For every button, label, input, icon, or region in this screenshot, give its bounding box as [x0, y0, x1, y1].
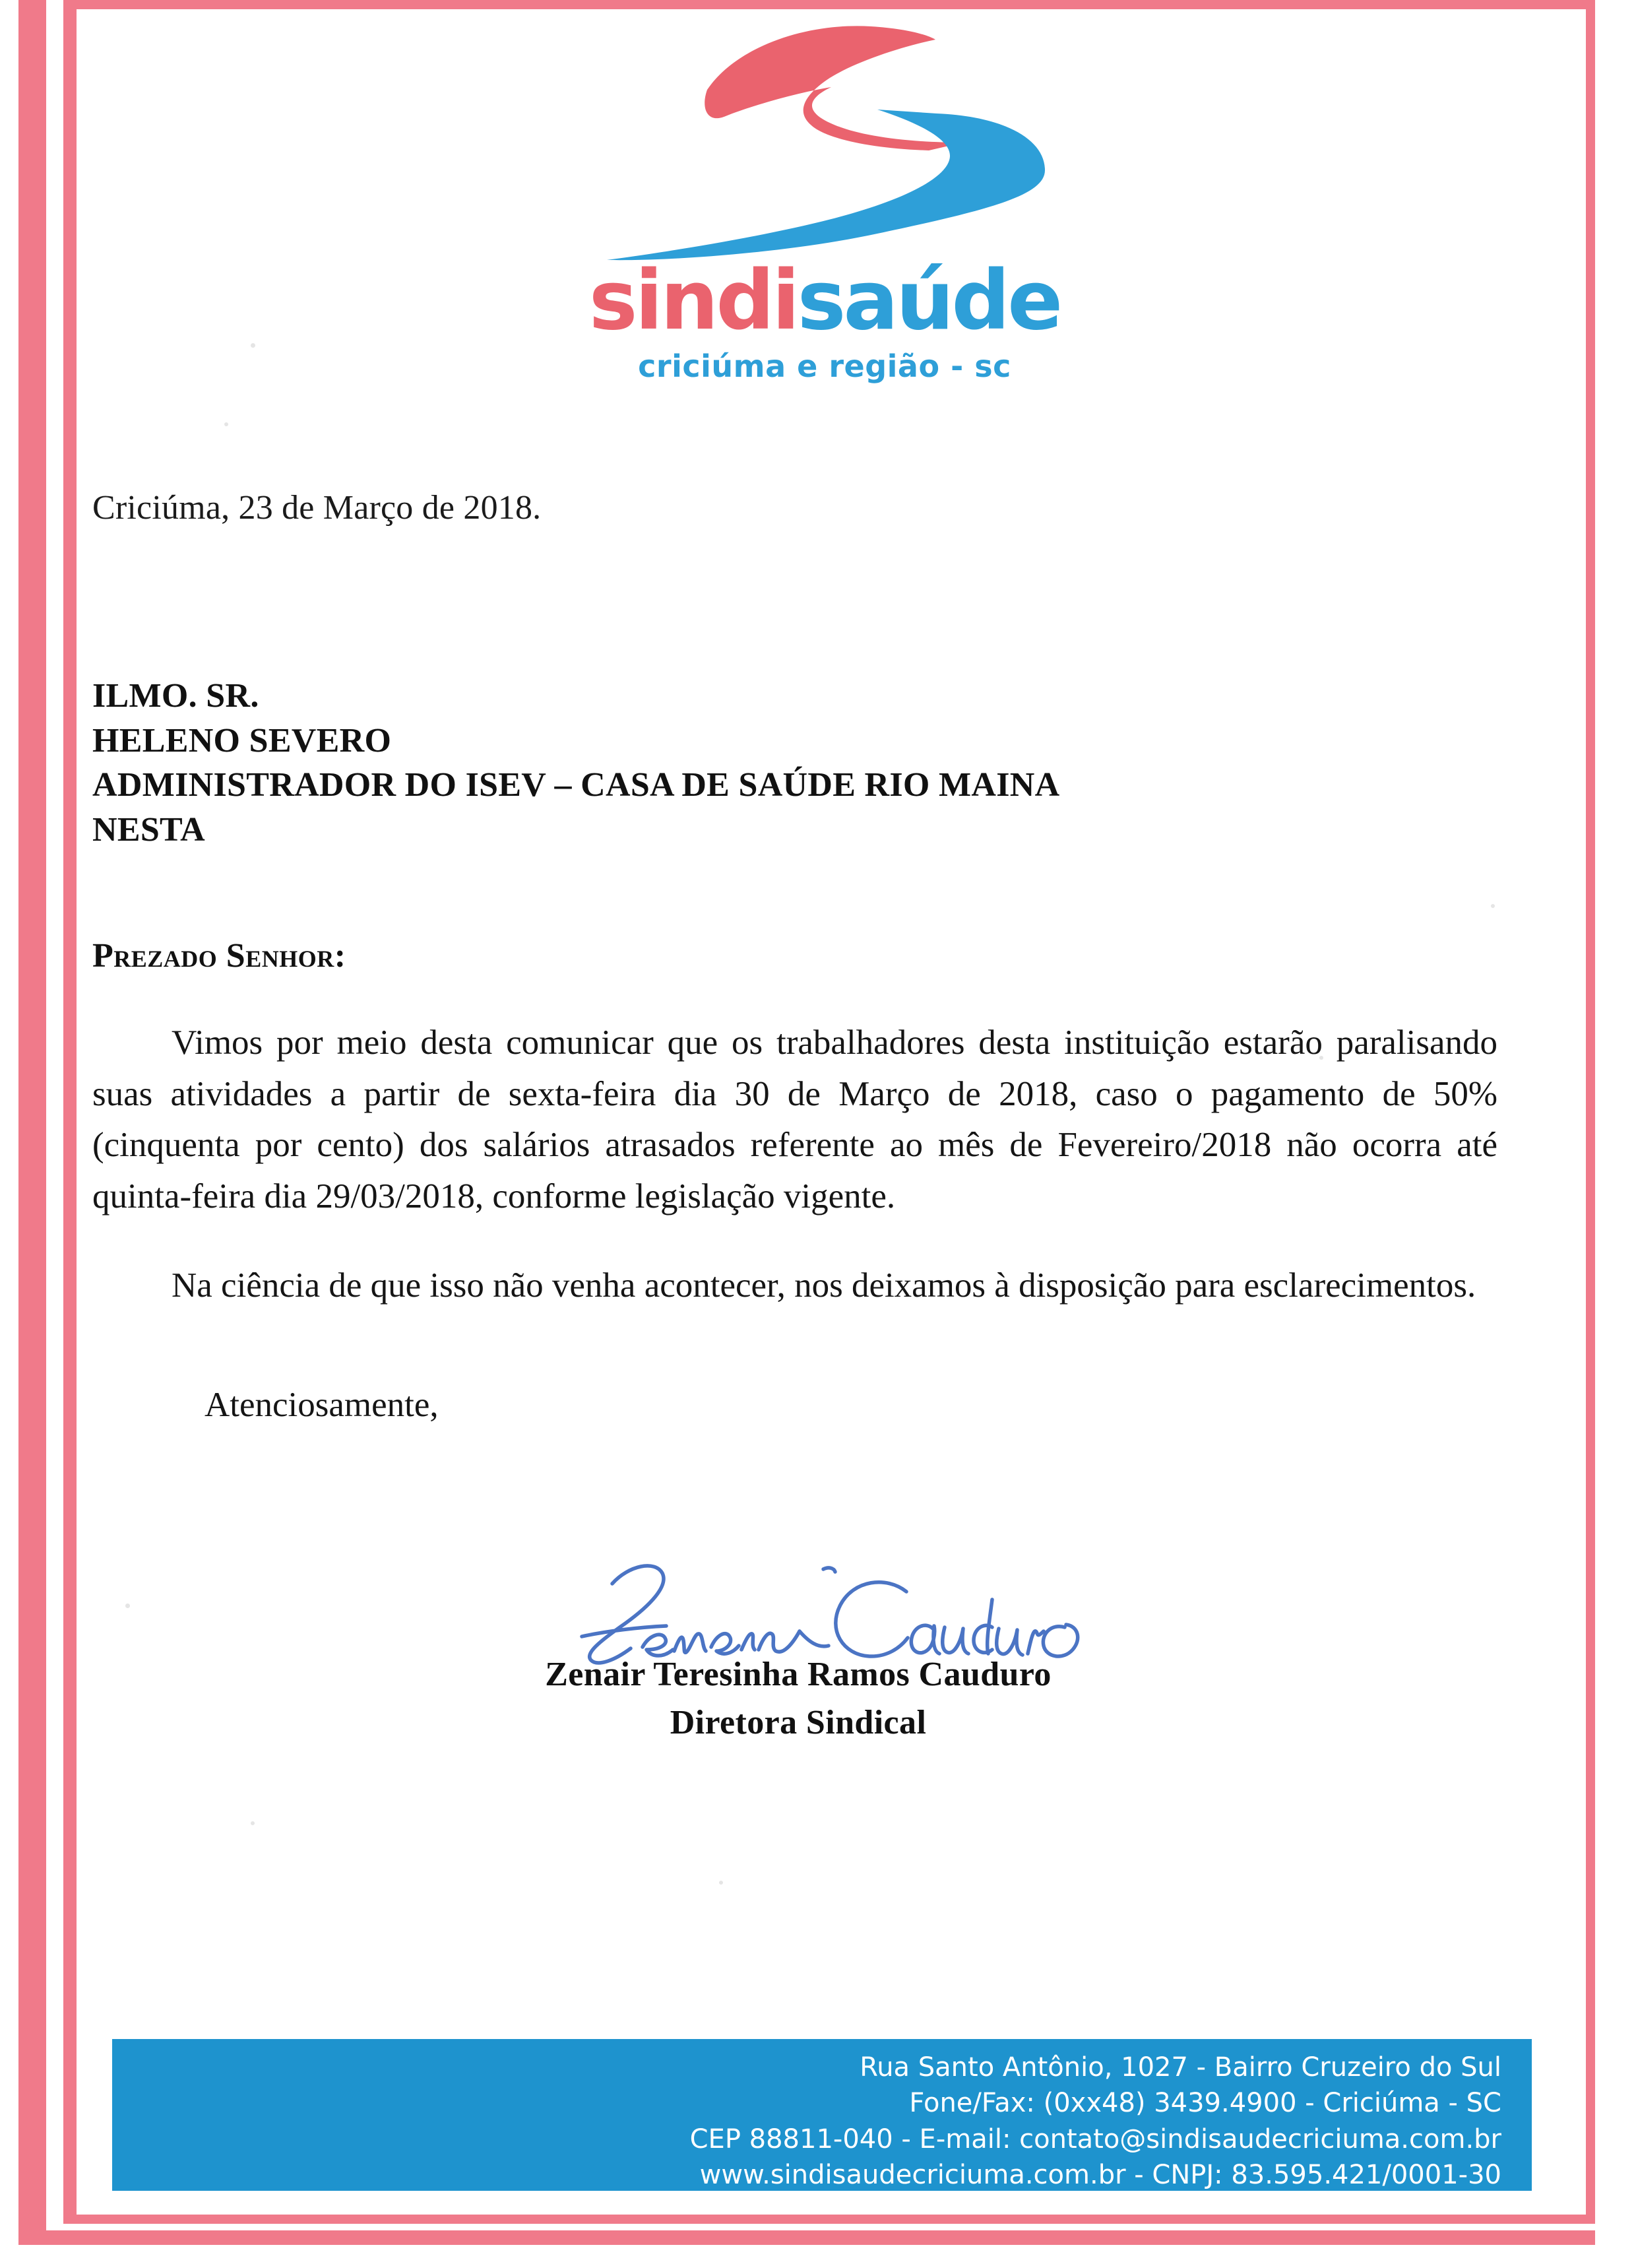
addressee-line-place: NESTA — [92, 810, 206, 849]
footer-phone: Fone/Fax: (0xx48) 3439.4900 - Criciúma - SC — [909, 2088, 1501, 2119]
letterhead-logo — [488, 13, 1161, 384]
paragraph-1: Vimos por meio desta comunicar que os trabalhadores desta instituição estarão paralisando suas atividades a partir de sexta-feira dia 30 de Março de 2018, caso o pagamento de 50% (cinquenta por cento) dos salários atrasados referente ao mês de Fevereiro/2018 não ocorra até quinta-feira dia 29/03/2018, conforme legislação vigente. — [92, 1023, 1497, 1215]
logo-wordmark-sindi: sindi — [588, 253, 798, 348]
logo-tagline: criciúma e região - sc — [638, 348, 1011, 384]
letter-body — [92, 488, 1504, 1425]
frame-bar-left-thin — [63, 0, 77, 2224]
frame-bar-right — [1586, 0, 1595, 2224]
frame-bar-top — [63, 0, 1594, 9]
signature-name: Zenair Teresinha Ramos Cauduro — [545, 1656, 1052, 1693]
footer-website-cnpj: www.sindisaudecriciuma.com.br - CNPJ: 83.595.421/0001-30 — [699, 2160, 1501, 2191]
paragraph-2: Na ciência de que isso não venha acontecer, nos deixamos à disposição para esclarecimentos. — [172, 1266, 1476, 1305]
frame-bar-left-thick — [18, 0, 46, 2237]
scan-speckle — [251, 1821, 255, 1825]
signature-block — [92, 1584, 1504, 1742]
addressee-line-name: HELENO SEVERO — [92, 721, 392, 760]
logo-wordmark-saude: saúde — [797, 253, 1061, 348]
logo-wordmark — [488, 253, 1161, 348]
footer-email: CEP 88811-040 - E-mail: contato@sindisaudecriciuma.com.br — [689, 2123, 1501, 2155]
scan-speckle — [251, 343, 255, 348]
addressee-block — [92, 674, 1504, 852]
closing-salutation: Atenciosamente, — [204, 1386, 439, 1425]
frame-bar-bottom-thick — [18, 2230, 1595, 2245]
date-line: Criciúma, 23 de Março de 2018. — [92, 489, 542, 527]
scan-speckle — [224, 422, 228, 426]
contact-footer — [112, 2039, 1532, 2191]
sindisaude-swoosh-icon — [594, 13, 1055, 264]
addressee-line-role: ADMINISTRADOR DO ISEV – CASA DE SAÚDE RIO MAINA — [92, 766, 1060, 804]
addressee-line-title: ILMO. SR. — [92, 677, 259, 715]
frame-bar-bottom — [63, 2215, 1595, 2224]
signature-title: Diretora Sindical — [670, 1704, 927, 1741]
footer-address: Rua Santo Antônio, 1027 - Bairro Cruzeiro do Sul — [860, 2052, 1501, 2083]
salutation: Prezado Senhor: — [92, 937, 346, 975]
scan-speckle — [719, 1881, 723, 1885]
